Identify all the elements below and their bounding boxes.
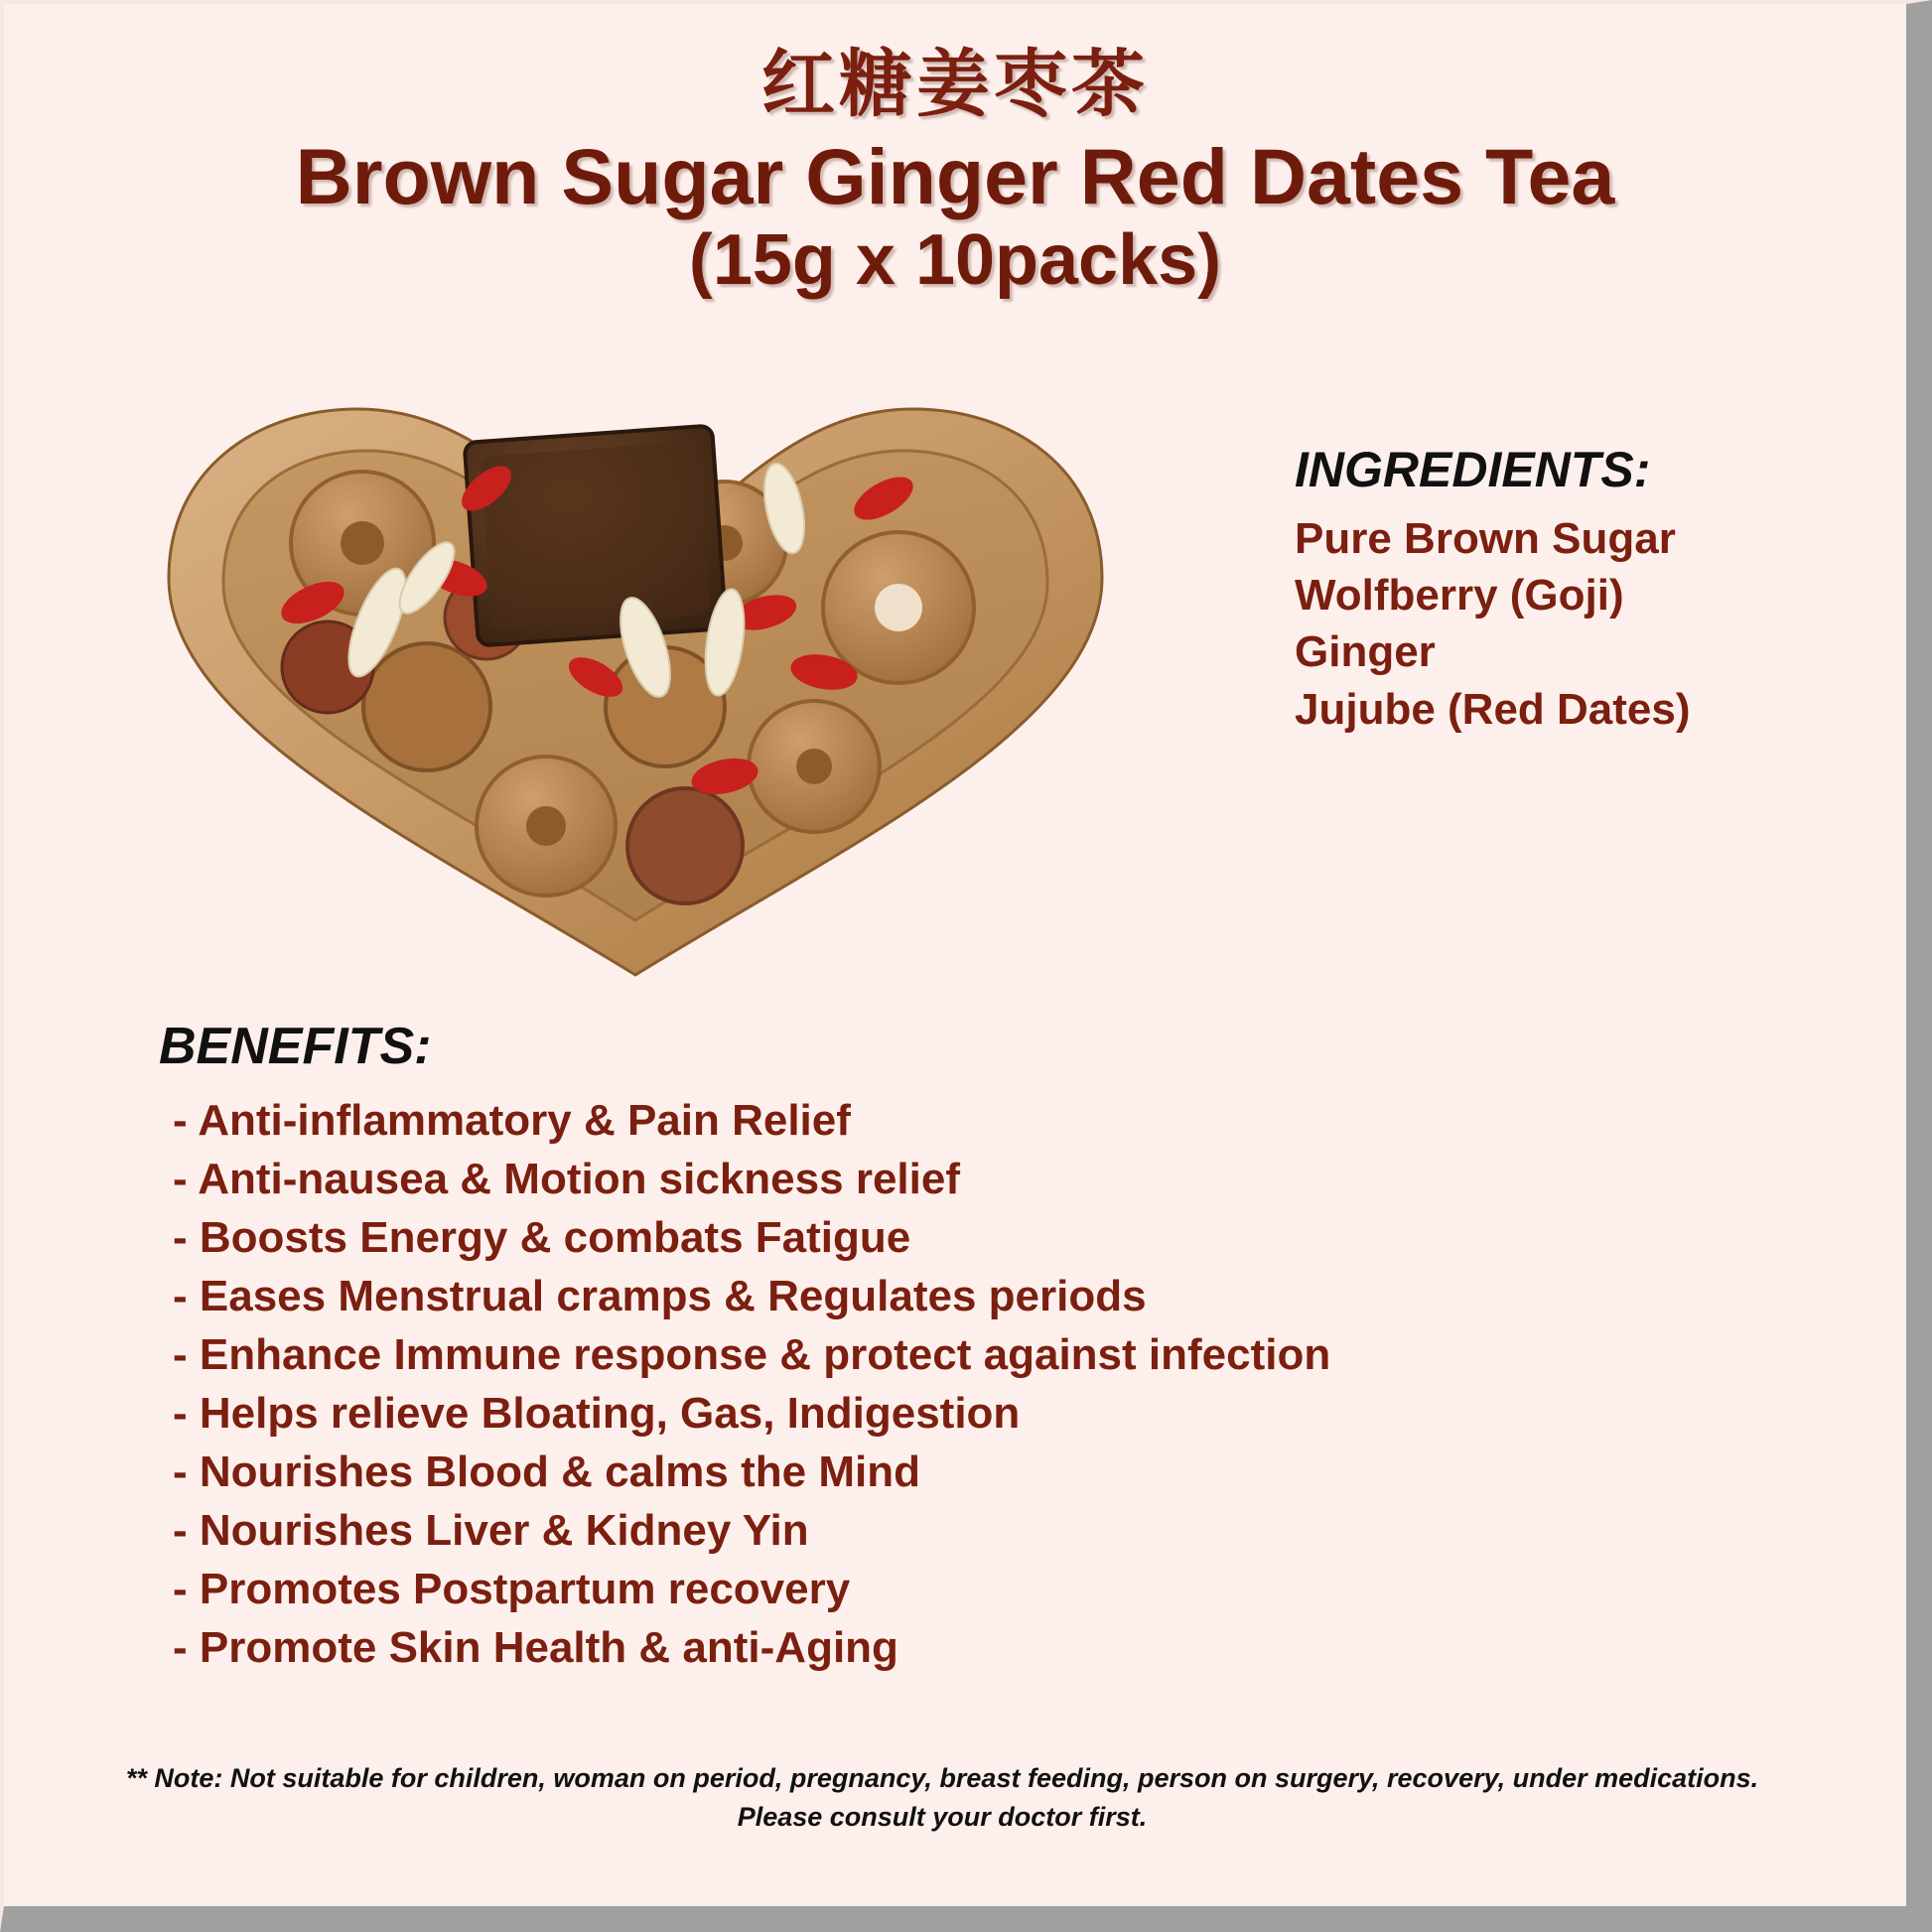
benefit-item: - Anti-inflammatory & Pain Relief xyxy=(173,1096,851,1145)
benefits-section xyxy=(159,1017,1801,1678)
product-title-english: Brown Sugar Ginger Red Dates Tea xyxy=(295,131,1615,220)
benefit-item: - Eases Menstrual cramps & Regulates periods xyxy=(173,1271,1147,1320)
benefit-item: - Anti-nausea & Motion sickness relief xyxy=(173,1154,960,1203)
benefits-heading: BENEFITS: xyxy=(159,1018,432,1075)
title-block xyxy=(4,4,1906,301)
product-title-chinese: 红糖姜枣茶 xyxy=(761,43,1149,125)
benefit-item: - Enhance Immune response & protect against infection xyxy=(173,1329,1331,1379)
ingredient-item: Jujube (Red Dates) xyxy=(1295,684,1691,734)
heart-shaped-plate xyxy=(129,379,1142,995)
ingredients-section xyxy=(1295,441,1890,738)
ingredients-heading: INGREDIENTS: xyxy=(1295,442,1651,497)
ingredient-item: Ginger xyxy=(1295,627,1436,677)
ingredient-item: Pure Brown Sugar xyxy=(1295,514,1676,563)
heart-plate-icon xyxy=(129,379,1142,995)
ingredient-item: Wolfberry (Goji) xyxy=(1295,571,1624,621)
benefit-item: - Boosts Energy & combats Fatigue xyxy=(173,1212,911,1262)
warning-note xyxy=(4,1759,1880,1837)
benefit-item: - Nourishes Liver & Kidney Yin xyxy=(173,1505,809,1555)
product-photo xyxy=(99,369,1152,1025)
warning-note-line1: ** Note: Not suitable for children, woman on period, pregnancy, breast feeding, person on surgery, recovery, under medications. xyxy=(125,1762,1759,1793)
benefit-item: - Promotes Postpartum recovery xyxy=(173,1564,851,1613)
benefit-item: - Promote Skin Health & anti-Aging xyxy=(173,1622,898,1672)
warning-note-line2: Please consult your doctor first. xyxy=(737,1801,1148,1832)
benefit-item: - Helps relieve Bloating, Gas, Indigestion xyxy=(173,1388,1021,1438)
product-pack-size: (15g x 10packs) xyxy=(688,220,1222,301)
benefit-item: - Nourishes Blood & calms the Mind xyxy=(173,1447,920,1496)
